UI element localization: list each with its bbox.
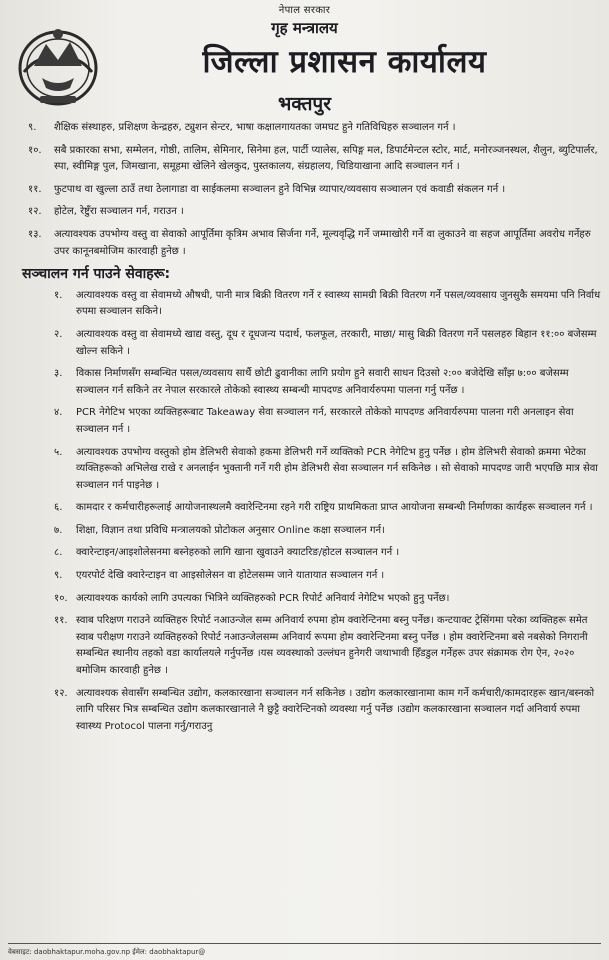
list-item (22, 613, 603, 679)
item-number: ५. (54, 446, 63, 458)
item-text: एयरपोर्ट देखि क्वारेन्टाइन वा आइसोलेसन वा होटेलसम्म जाने यातायात सञ्चालन गर्न । (76, 570, 385, 582)
ministry-label: गृह मन्त्रालय (271, 19, 338, 37)
list-item (22, 591, 603, 608)
government-label: नेपाल सरकार (278, 5, 331, 16)
list-item (22, 445, 603, 495)
item-number: १३. (28, 228, 42, 240)
item-number: २. (54, 328, 63, 340)
list-item (22, 568, 603, 585)
list-item (22, 405, 603, 438)
item-number: ३. (54, 368, 63, 380)
list-item (22, 227, 603, 260)
item-number: १०. (54, 592, 68, 604)
list-item (22, 366, 603, 399)
list-item (22, 204, 603, 221)
item-text: विकास निर्माणसँग सम्बन्धित पसल/व्यवसाय सार्थै छोटी ढुवानीका लागि प्रयोग हुने सवारी साधन दिउसो २:०० बजेदेखि साँझ ७:०० बजेसम्म सञ्चालन गर्न सकिने तर नेपाल सरकारले तोकेको स्वास्थ्य सम्बन्धी मापदण्ड अनिवार्यरुपमा पालना गर्नु पर्नेछ । (76, 368, 569, 396)
item-number: ७. (54, 524, 63, 536)
item-text: कामदार र कर्मचारीहरूलाई आयोजनास्थलमै क्वारेन्टिनमा रहने गरी राष्ट्रिय प्राथमिकता प्राप्त आयोजना सम्बन्धी निर्माणका कार्यहरू सञ्चालन गर्न । (76, 502, 593, 514)
item-number: १. (54, 289, 63, 301)
list-item (22, 288, 603, 321)
list-item (22, 327, 603, 360)
item-text: अत्यावश्यक वस्तु वा सेवामध्ये औषधी, पानी मात्र बिक्री वितरण गर्ने र स्वास्थ्य सामग्री बिक्री वितरण गर्ने पसल/व्यवसाय जुनसुकै समयमा पनि निर्वाध रुपमा सञ्चालन सकिने। (76, 289, 601, 318)
list-item (22, 182, 603, 199)
allowed-list (22, 288, 603, 736)
item-text: अत्यावश्यक उपभोग्य वस्तु वा सेवाको आपूर्तिमा कृत्रिम अभाव सिर्जना गर्ने, मूल्यवृद्धि गर्ने जम्माखोरी गर्ने वा लुकाउने वा सहज आपूर्तिमा अवरोध गर्नेहरु उपर कानूनबमोजिम कारवाही हुनेछ । (54, 228, 591, 257)
item-text: PCR नेगेटिभ भएका व्यक्तिहरूबाट Takeaway सेवा सञ्चालन गर्न, सरकारले तोकेको मापदण्ड अनिवार्यरुपमा पालना गरी अनलाइन सेवा सञ्चालन गर्न । (76, 407, 574, 435)
list-item (22, 523, 603, 540)
item-text: सबै प्रकारका सभा, सम्मेलन, गोष्ठी, तालिम, सेमिनार, सिनेमा हल, पार्टी प्यालेस, सपिङ्ग मल, डिपार्टमेन्टल स्टोर, मार्ट, मनोरञ्जनस्थल, शैलुन, ब्युटिपार्लर, स्पा, स्वीमिङ्ग पुल, जिमखाना, समूहमा खेलिने खेलकुद, पुस्तकालय, संग्रहालय, चिडियाखाना आदि सञ्चालन गर्न । (54, 144, 598, 173)
item-number: ९. (28, 122, 37, 133)
allowed-services-heading: सञ्चालन गर्न पाउने सेवाहरू: (22, 266, 171, 283)
item-text: होटेल, रेष्टुँरा सञ्चालन गर्न, गराउन । (54, 206, 184, 218)
item-number: १२. (28, 206, 42, 218)
list-item (22, 686, 603, 736)
item-number: ४. (54, 407, 63, 419)
item-number: ८. (54, 547, 63, 559)
item-number: ११. (28, 183, 42, 195)
item-text: क्वारेन्टाइन/आइशोलेसनमा बस्नेहरुको लागि खाना खुवाउने क्याटरिङ/होटल सञ्चालन गर्न । (76, 547, 400, 559)
item-text: अत्यावश्यक कार्यको लागि उपत्यका भित्रिने व्यक्तिहरुको PCR रिपोर्ट अनिवार्य नेगेटिभ भएको हुनु पर्नेछ। (76, 592, 450, 604)
item-text: शैक्षिक संस्थाहरु, प्रशिक्षण केन्द्रहरु, ट्युशन सेन्टर, भाषा कक्षालगायतका जमघट हुने गतिविधिहरु सञ्चालन गर्न । (54, 122, 456, 133)
item-text: स्वाब परिक्षण गराउने व्यक्तिहरु रिपोर्ट नआउन्जेल सम्म अनिवार्य रुपमा होम क्वारेन्टिनमा बस्नु पर्नेछ। कन्टयाक्ट ट्रेसिंगमा परेका व्यक्तिहरू समेत स्वाब परीक्षण गराउने व्यक्तिहरुको रिपोर्ट नआउन्जेलसम्म अनिवार्य रूपमा होम क्वारेन्टिनमा बस्नु पर्नेछ । होम क्वारेन्टिनमा बसे नबसेको निगरानी सम्बन्धित स्थानीय तहको वडा कार्यालयले गर्नुपर्नेछ ।यस व्यवस्थाको उल्लंघन हुनेगरी जथाभावी हिँडडुल गर्नेहरू उपर संक्रामक रोग ऐन, २०२० बमोजिम कारवाही हुनेछ । (76, 615, 588, 677)
item-number: १०. (28, 144, 42, 156)
footer-contact: वेबसाइट: daobhaktapur.moha.gov.np ईमेल: daobhaktapur@ (8, 943, 601, 960)
item-text: फुटपाथ वा खुल्ला ठाउँ तथा ठेलागाडा वा साईकलमा सञ्चालन हुने विभिन्न व्यापार/व्यवसाय सञ्चालन एवं कवाडी संकलन गर्न । (54, 183, 506, 195)
office-title: जिल्ला प्रशासन कार्यालय (202, 44, 487, 80)
item-number: १२. (54, 687, 68, 699)
item-text: अत्यावश्यक वस्तु वा सेवामध्ये खाद्य वस्तु, दूध र दूधजन्य पदार्थ, फलफूल, तरकारी, माछा/ मासु बिक्री वितरण गर्ने पसलहरु बिहान ११:०० बजेसम्म खोल्न सकिने । (76, 328, 597, 357)
item-number: ९. (54, 570, 63, 582)
prohibited-list (22, 120, 603, 260)
item-number: ६. (54, 502, 63, 514)
list-item (22, 545, 603, 562)
notice-body (22, 120, 603, 741)
item-number: ११. (54, 615, 68, 627)
district-label: भक्तपुर (278, 93, 331, 115)
list-item (22, 500, 603, 517)
list-item (22, 143, 603, 176)
item-text: अत्यावश्यक उपभोग्य वस्तुको होम डेलिभरी सेवाको हकमा डेलिभरी गर्ने व्यक्तिको PCR नेगेटिभ हुनु पर्नेछ । होम डेलिभरी सेवाको क्रममा भेटेका व्यक्तिहरूको अभिलेख राखे र अनलाईन भुक्तानी गर्ने गरी होम डेलिभरी सेवा सञ्चालन गर्न सकिनेछ । सो सेवाको मापदण्ड जारी भएपछि मात्र सेवा सञ्चालन गर्न पाइनेछ । (76, 446, 598, 491)
item-text: अत्यावश्यक सेवासँग सम्बन्धित उद्योग, कलकारखाना सञ्चालन गर्न सकिनेछ । उद्योग कलकारखानामा काम गर्ने कर्मचारी/कामदारहरू खान/बस्नको लागि परिसर भित्र सम्बन्धित उद्योग कलकारखानाले नै छुट्टै क्वारेन्टिनको व्यवस्था गर्नु पर्नेछ ।उद्योग कलकारखाना सञ्चालन गर्दा अनिवार्य रुपमा स्वास्थ्य Protocol पालना गर्नु/गराउनु (76, 687, 595, 732)
item-text: शिक्षा, विज्ञान तथा प्रविधि मन्त्रालयको प्रोटोकल अनुसार Online कक्षा सञ्चालन गर्न। (76, 524, 385, 536)
list-item (22, 120, 603, 137)
